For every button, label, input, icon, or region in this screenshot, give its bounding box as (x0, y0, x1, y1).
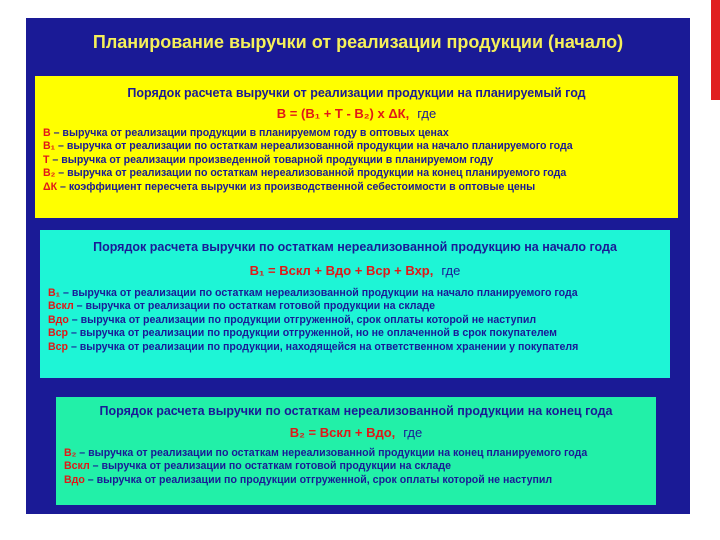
definition-line (48, 327, 662, 340)
definition-list (48, 287, 662, 354)
red-accent-bar (711, 0, 720, 100)
term-key: В₁ (43, 140, 56, 153)
annual-revenue-heading: Порядок расчета выручки от реализации продукции на планируемый год (127, 86, 586, 100)
term-key: В₂ (64, 447, 77, 459)
definition-list (43, 127, 670, 194)
definition-list (64, 447, 648, 487)
formula-text: В₁ = Вскл + Вдо + Вср + Вхр, (249, 263, 434, 278)
formula-suffix: где (417, 106, 437, 121)
formula-suffix: где (403, 425, 423, 440)
term-definition: – выручка от реализации по остаткам нереализованной продукции на конец планируемого года (76, 447, 588, 459)
annual-revenue-panel (35, 76, 678, 218)
definition-line (43, 181, 670, 194)
start-year-panel (40, 230, 670, 378)
end-year-panel (56, 397, 656, 505)
term-key: Всp (48, 340, 69, 353)
term-key: Вскл (48, 300, 74, 313)
end-year-formula (64, 425, 648, 440)
term-key: В (43, 127, 51, 139)
term-definition: – выручка от реализации по остаткам нереализованной продукции на начало планируемого года (55, 140, 573, 153)
term-definition: – выручка от реализации по продукции отгруженной, срок оплаты которой не наступил (84, 473, 553, 486)
definition-line (43, 167, 670, 180)
slide (26, 18, 690, 514)
term-definition: – выручка от реализации по продукции, находящейся на ответственном хранении у покупателя (68, 340, 579, 353)
definition-line (48, 300, 662, 313)
term-key: Вср (48, 327, 69, 340)
term-definition: – выручка от реализации по продукции отгруженной, срок оплаты которой не наступил (68, 313, 537, 326)
start-year-formula (48, 263, 662, 278)
term-key: Т (43, 153, 50, 166)
definition-line (48, 314, 662, 327)
formula-text: В = (В₁ + Т - В₂) х ΔК, (276, 106, 410, 121)
definition-line (48, 287, 662, 300)
end-year-heading: Порядок расчета выручки по остаткам нереализованной продукции на конец года (99, 404, 613, 418)
formula-suffix: где (441, 263, 461, 278)
term-key: Вдо (64, 473, 85, 486)
term-key: ΔК (43, 180, 58, 193)
formula-text: В₂ = Вскл + Вдо, (289, 425, 396, 440)
definition-line (43, 140, 670, 153)
term-definition: – выручка от реализации произведенной товарной продукции в планируемом году (49, 153, 494, 166)
term-key: В₁ (48, 287, 61, 299)
start-year-heading: Порядок расчета выручки по остаткам нереализованной продукцию на начало года (93, 240, 617, 254)
term-definition: – выручка от реализации продукции в планируемом году в оптовых ценах (50, 127, 449, 139)
term-definition: – выручка от реализации по остаткам готовой продукции на складе (89, 460, 452, 473)
term-key: Вдо (48, 313, 69, 326)
definition-line (48, 341, 662, 354)
term-definition: – коэффициент пересчета выручки из производственной себестоимости в оптовые цены (57, 180, 536, 193)
definition-line (64, 460, 648, 473)
definition-line (43, 127, 670, 140)
term-key: В₂ (43, 167, 56, 180)
term-definition: – выручка от реализации по остаткам нереализованной продукции на конец планируемого года (55, 167, 567, 180)
term-definition: – выручка от реализации по остаткам готовой продукции на складе (73, 300, 436, 313)
term-key: Вскл (64, 460, 90, 473)
definition-line (64, 474, 648, 487)
term-definition: – выручка от реализации по остаткам нереализованной продукции на начало планируемого года (60, 287, 578, 299)
annual-revenue-formula (43, 106, 670, 121)
definition-line (64, 447, 648, 460)
definition-line (43, 154, 670, 167)
slide-title: Планирование выручки от реализации продукции (начало) (92, 32, 624, 52)
term-definition: – выручка от реализации по продукции отгруженной, но не оплаченной в срок покупателем (68, 327, 558, 340)
